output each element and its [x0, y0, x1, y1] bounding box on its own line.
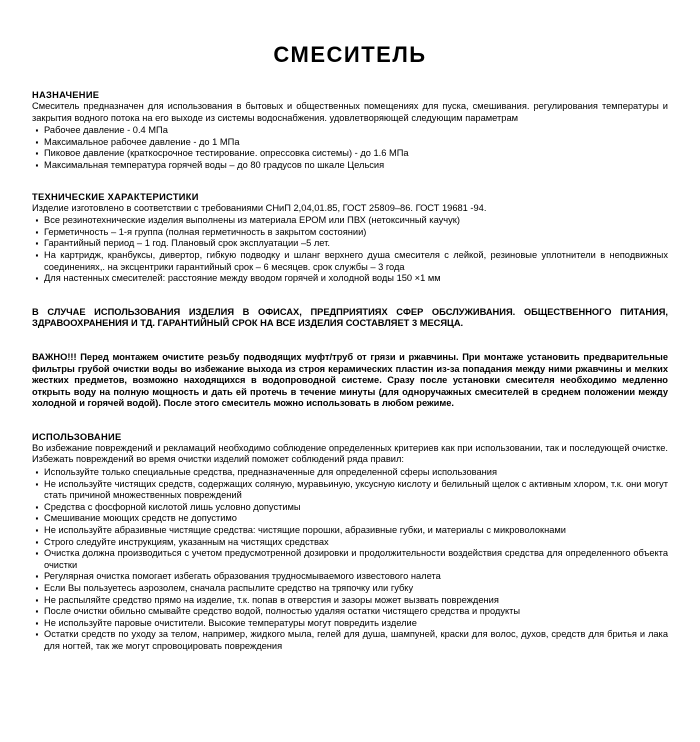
document-page [0, 42, 700, 742]
list-item: · Не используйте абразивные чистящие средства: чистящие порошки, абразивные губки, и материалы с микроволокнами [32, 525, 668, 537]
spacer [32, 181, 668, 192]
list-item: · Средства с фосфорной кислотой лишь условно допустимы [32, 502, 668, 514]
list-item: · Герметичность – 1-я группа (полная герметичность в закрытом состоянии) [32, 227, 668, 239]
list-item: · Остатки средств по уходу за телом, например, жидкого мыла, гелей для душа, шампуней, краски для волос, духов, средств для бритья и лака для ногтей, так же могут спровоцировать повреждения [32, 629, 668, 652]
list-item: · Строго следуйте инструкциям, указанным на чистящих средствах [32, 537, 668, 549]
list-item: · Максимальная температура горячей воды – до 80 градусов по шкале Цельсия [32, 160, 668, 172]
purpose-bullet-list [32, 125, 668, 171]
list-item: · Очистка должна производиться с учетом предусмотренной дозировки и продолжительности воздействия средства для определенного объекта очистки [32, 548, 668, 571]
list-item: · Для настенных смесителей: расстояние между вводом горячей и холодной воды 150 ×1 мм [32, 273, 668, 285]
spacer [32, 339, 668, 352]
list-item: · Гарантийный период – 1 год. Плановый срок эксплуатации –5 лет. [32, 238, 668, 250]
section-important [32, 352, 668, 410]
list-item: · Не распыляйте средство прямо на изделие, т.к. попав в отверстия и зазоры может вызвать повреждения [32, 595, 668, 607]
section-paragraph: Изделие изготовлено в соответствии с требованиями СНиП 2,04,01.85, ГОСТ 25809–86. ГОСТ 19681 -94. [32, 202, 487, 213]
specs-bullet-list [32, 215, 668, 285]
spacer [32, 419, 668, 432]
list-item: · Не используйте паровые очистители. Высокие температуры могут повредить изделие [32, 618, 668, 630]
section-heading-usage: ИСПОЛЬЗОВАНИЕ [32, 431, 122, 442]
section-usage [32, 432, 668, 653]
usage-bullet-list [32, 467, 668, 653]
list-item: · Смешивание моющих средств не допустимо [32, 513, 668, 525]
list-item: · После очистки обильно смывайте средство водой, полностью удаляя остатки чистящего средства и продукты [32, 606, 668, 618]
section-specs [32, 192, 668, 285]
section-paragraph: Смеситель предназначен для использования в бытовых и общественных помещениях для пуска, смешивания. регулирования температуры и закрытия водного потока на его выходе из системы водоснабжения. удовлетворяющей следующим параметрам [32, 101, 668, 123]
list-item: · Рабочее давление - 0.4 МПа [32, 125, 668, 137]
list-item: · Максимальное рабочее давление - до 1 МПа [32, 137, 668, 149]
page-title: СМЕСИТЕЛЬ [273, 42, 427, 67]
list-item: · Регулярная очистка помогает избегать образования трудносмываемого известового налета [32, 571, 668, 583]
spacer [32, 294, 668, 307]
section-heading-purpose: НАЗНАЧЕНИЕ [32, 90, 100, 100]
list-item: · Используйте только специальные средства, предназначенные для определенной сферы использования [32, 467, 668, 479]
list-item: · Не используйте чистящих средств, содержащих соляную, муравьиную, уксусную кислоту и белильный щелок с активным хлором, т.к. они могут стать причиной множественных повреждений [32, 479, 668, 502]
important-notice: ВАЖНО!!! Перед монтажем очистите резьбу подводящих муфт/труб от грязи и ржавчины. При монтаже установить предварительные фильтры грубой очистки воды во избежание выхода из строя керамических пластин из-за попадания между ними ржавчины и мелких жестких предметов, возможно находящихся в водопроводной системе. Сразу после установки смесителя необходимо медленно открыть воду на полную мощность и дать ей протечь в течение минуты (для одноручажных смесителей в среднем положении между холодной и горячей водой). После этого смеситель можно использовать в любом режиме. [32, 351, 668, 409]
list-item: · Если Вы пользуетесь аэрозолем, сначала распылите средство на тряпочку или губку [32, 583, 668, 595]
list-item: · На картридж, кранбуксы, дивертор, гибкую подводку и шланг верхнего душа смесителя с лейкой, резиновые уплотнители в неподвижных соединениях,. на эксцентрики гарантийный срок – 6 месяцев. срок службы – 3 года [32, 250, 668, 273]
list-item: · Все резинотехнические изделия выполнены из материала ЕРОМ или ПВХ (нетоксичный каучук) [32, 215, 668, 227]
section-purpose [32, 90, 668, 172]
commercial-use-notice: В СЛУЧАЕ ИСПОЛЬЗОВАНИЯ ИЗДЕЛИЯ В ОФИСАХ, ПРЕДПРИЯТИЯХ СФЕР ОБСЛУЖИВАНИЯ. ОБЩЕСТВЕННОГО ПИТАНИЯ, ЗДРАВООХРАНЕНИЯ И ТД. ГАРАНТИЙНЫЙ СРОК НА ВСЕ ИЗДЕЛИЯ СОСТАВЛЯЕТ 3 МЕСЯЦА. [32, 306, 668, 329]
section-heading-specs: ТЕХНИЧЕСКИЕ ХАРАКТЕРИСТИКИ [32, 191, 199, 202]
list-item: · Пиковое давление (краткосрочное тестирование. опрессовка системы) - до 1.6 МПа [32, 148, 668, 160]
section-paragraph: Во избежание повреждений и рекламаций необходимо соблюдение определенных критериев как при использовании, так и последующей очистке. Избежать повреждений во время очистки изделий поможет соблюдений ряда правил: [32, 442, 668, 465]
section-commercial-use [32, 307, 668, 330]
